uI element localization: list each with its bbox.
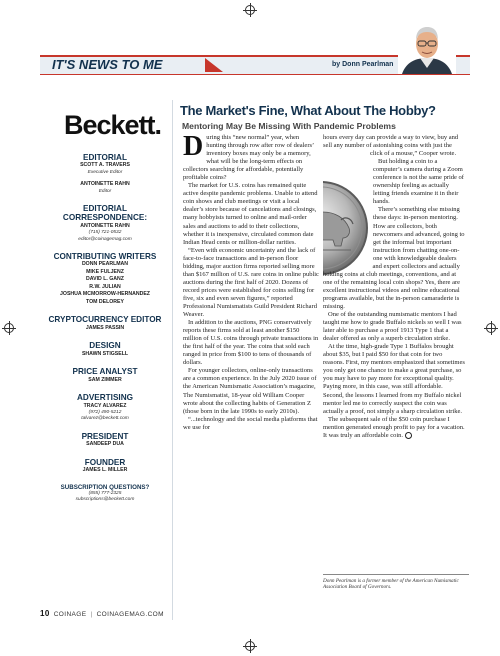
staff-name: DONN PEARLMAN	[81, 261, 129, 268]
masthead-sidebar	[40, 110, 170, 503]
sidebar-section-heading: PRICE ANALYST	[72, 367, 138, 377]
sidebar-section-heading: DESIGN	[89, 341, 121, 351]
sidebar-section-heading: EDITORIAL CORRESPONDENCE:	[62, 203, 148, 223]
staff-name: DAVID L. GANZ	[86, 276, 124, 283]
article-paragraph: The subsequent sale of the $50 coin purchase I mention generated enough profit to pay for a vacation. It was truly an affordable coin.	[323, 415, 465, 439]
sidebar-section-heading: EDITORIAL	[83, 153, 127, 162]
end-of-article-icon	[405, 432, 412, 439]
article-paragraph: “...technology and the social media platforms that we use for	[183, 415, 318, 431]
sidebar-section-heading: ADVERTISING	[77, 393, 133, 403]
article-paragraph: One of the outstanding numismatic mentors I had taught me how to grade Buffalo nickels so well I was later able to purchase a proof 1913 Type 1 that a dealer offered as only a superb circulation strike.	[323, 311, 462, 343]
page-number: 10	[40, 609, 50, 618]
staff-name: ANTOINETTE RAHN	[80, 181, 130, 188]
staff-name: MIKE FULJENZ	[86, 268, 124, 275]
staff-name: SANDEEP DUA	[86, 441, 124, 448]
staff-detail: (715) 721-0532	[88, 230, 122, 236]
staff-name: ANTOINETTE RAHN	[80, 222, 130, 229]
article-paragraph: The market for U.S. coins has remained quite active despite pandemic problems. Unable to attend coin shows and club meetings or visit a local dealer’s store because of cancelations and closings, many hobbyists turned to online and mail-order sales and auctions to add to their collections, whether it is inexpensive, circulated common date Indian Head cents or million-dollar rarities.	[183, 182, 318, 246]
staff-detail: Editor	[98, 188, 112, 194]
registration-mark-left	[4, 323, 14, 333]
staff-name: SHAWN STIGSELL	[81, 350, 129, 357]
staff-detail: editor@coinagemag.com	[78, 236, 132, 242]
staff-name: JOSHUA MCMORROW-HERNANDEZ	[60, 291, 150, 298]
sidebar-divider	[172, 100, 173, 620]
staff-name: SCOTT A. TRAVERS	[80, 162, 130, 169]
footer-divider: |	[90, 611, 93, 618]
staff-name: TRACY ALVAREZ	[83, 402, 127, 409]
header-accent-triangle	[205, 58, 223, 72]
registration-mark-top	[245, 5, 255, 15]
sidebar-section-heading: SUBSCRIPTION QUESTIONS?	[60, 483, 150, 491]
registration-mark-right	[486, 323, 496, 333]
drop-cap: D	[183, 134, 204, 162]
byline: by Donn Pearlman	[332, 61, 394, 68]
column-title: IT'S NEWS TO ME	[52, 57, 163, 72]
article-paragraph: In addition to the auctions, PNG conservatively reports these firms sold at least another $150 million of U.S. coins through private transactions in the first half of the year. The coins that sold each ranged in price from $100 to tens of thousands of dollars.	[183, 319, 319, 367]
sidebar-section-heading: PRESIDENT	[81, 431, 129, 441]
article-deck: Mentoring May Be Missing With Pandemic Problems	[182, 121, 396, 131]
sidebar-section-heading: CRYPTOCURRENCY EDITOR	[48, 315, 162, 325]
author-bio: Donn Pearlman is a former member of the American Numismatic Association Board of Governors.	[323, 574, 469, 590]
article-paragraph: But holding a coin to a computer’s camera during a Zoom conference is not the same pride of ownership feeling as actually letting friends examine it in their hands.	[373, 158, 464, 206]
article-paragraph: hours every day can provide a way to view, buy and sell any number of astonishing coins with just the click of a mouse,” Cooper wrote.	[323, 134, 459, 158]
article-title: The Market's Fine, What About The Hobby?	[180, 103, 436, 118]
article-paragraph: At the time, high-grade Type 1 Buffalos brought about $35, but I paid $50 for that coin for two reasons. First, my mentors emphasized that sometimes you only get one chance to make a great purchase, so you may have to pay more for exceptional quality. Paying more, in this case, was still affordable. Second, the lessons I learned from my Buffalo nickel mentor led me to correctly suspect the coin was actually a proof, not simply a sharp circulation strike.	[323, 343, 465, 415]
staff-name: JAMES L. MILLER	[82, 467, 128, 474]
buffalo-nickel-image	[323, 170, 371, 286]
magazine-name: COINAGE	[53, 611, 87, 618]
staff-detail: talvarez@beckett.com	[81, 416, 129, 422]
staff-name: SAM ZIMMER	[88, 376, 122, 383]
sidebar-section-heading: FOUNDER	[84, 457, 126, 467]
article-column-left	[183, 134, 319, 604]
staff-name: R.W. JULIAN	[89, 283, 121, 290]
article-paragraph: For younger collectors, online-only transactions are a common experience. In the July 2020 issue of the American Numismatic Association’s magazine, The Numismatist, 18-year old William Cooper wrote about the collecting habits of Generation Z (those born in the late 1990s to early 2010s).	[183, 367, 317, 415]
sidebar-section-heading: CONTRIBUTING WRITERS	[53, 251, 157, 261]
beckett-logo: Beckett.	[64, 110, 162, 140]
staff-detail: (855) 777-2325	[88, 490, 122, 496]
author-photo	[398, 22, 456, 74]
magazine-website: COINAGEMAG.COM	[96, 611, 164, 618]
staff-detail: Executive Editor	[87, 169, 123, 175]
staff-detail: (972) 490-5212	[88, 410, 122, 416]
staff-name: TOM DELOREY	[86, 298, 124, 305]
article-paragraph: There’s something else missing these days: in-person mentoring. How are collectors, both newcomers and advanced, going to get the informal but important instruction from chatting one-on-one with knowledgeable dealers and expert collectors and actually holding coins at club meetings, conventions, and at one of the remaining local coin shops? Yes, there are excellent instructional videos and online educational programs available, but the in-person camaraderie is missing.	[323, 206, 465, 310]
article-column-right	[323, 134, 465, 604]
article-paragraph: uring this “new normal” year, when hunting through row after row of dealers’ inventory boxes may only be a memory, what will be the long-term effects on collectors searching for affordable, potentially profitable coins?	[183, 134, 314, 182]
staff-name: JAMES PASSIN	[85, 324, 125, 331]
staff-detail: subscriptions@beckett.com	[75, 496, 135, 502]
page-footer	[40, 609, 164, 618]
article-paragraph: “Even with economic uncertainty and the lack of face-to-face transactions and in-person floor bidding, major auction firms reported selling more than $167 million of U.S. rare coins in online public auctions during the first half of 2020. Dozens of record prices were established for coins selling for five, six and even seven figures,” reported Professional Numismatists Guild President Richard Weaver.	[183, 246, 319, 319]
registration-mark-bottom	[245, 641, 255, 651]
